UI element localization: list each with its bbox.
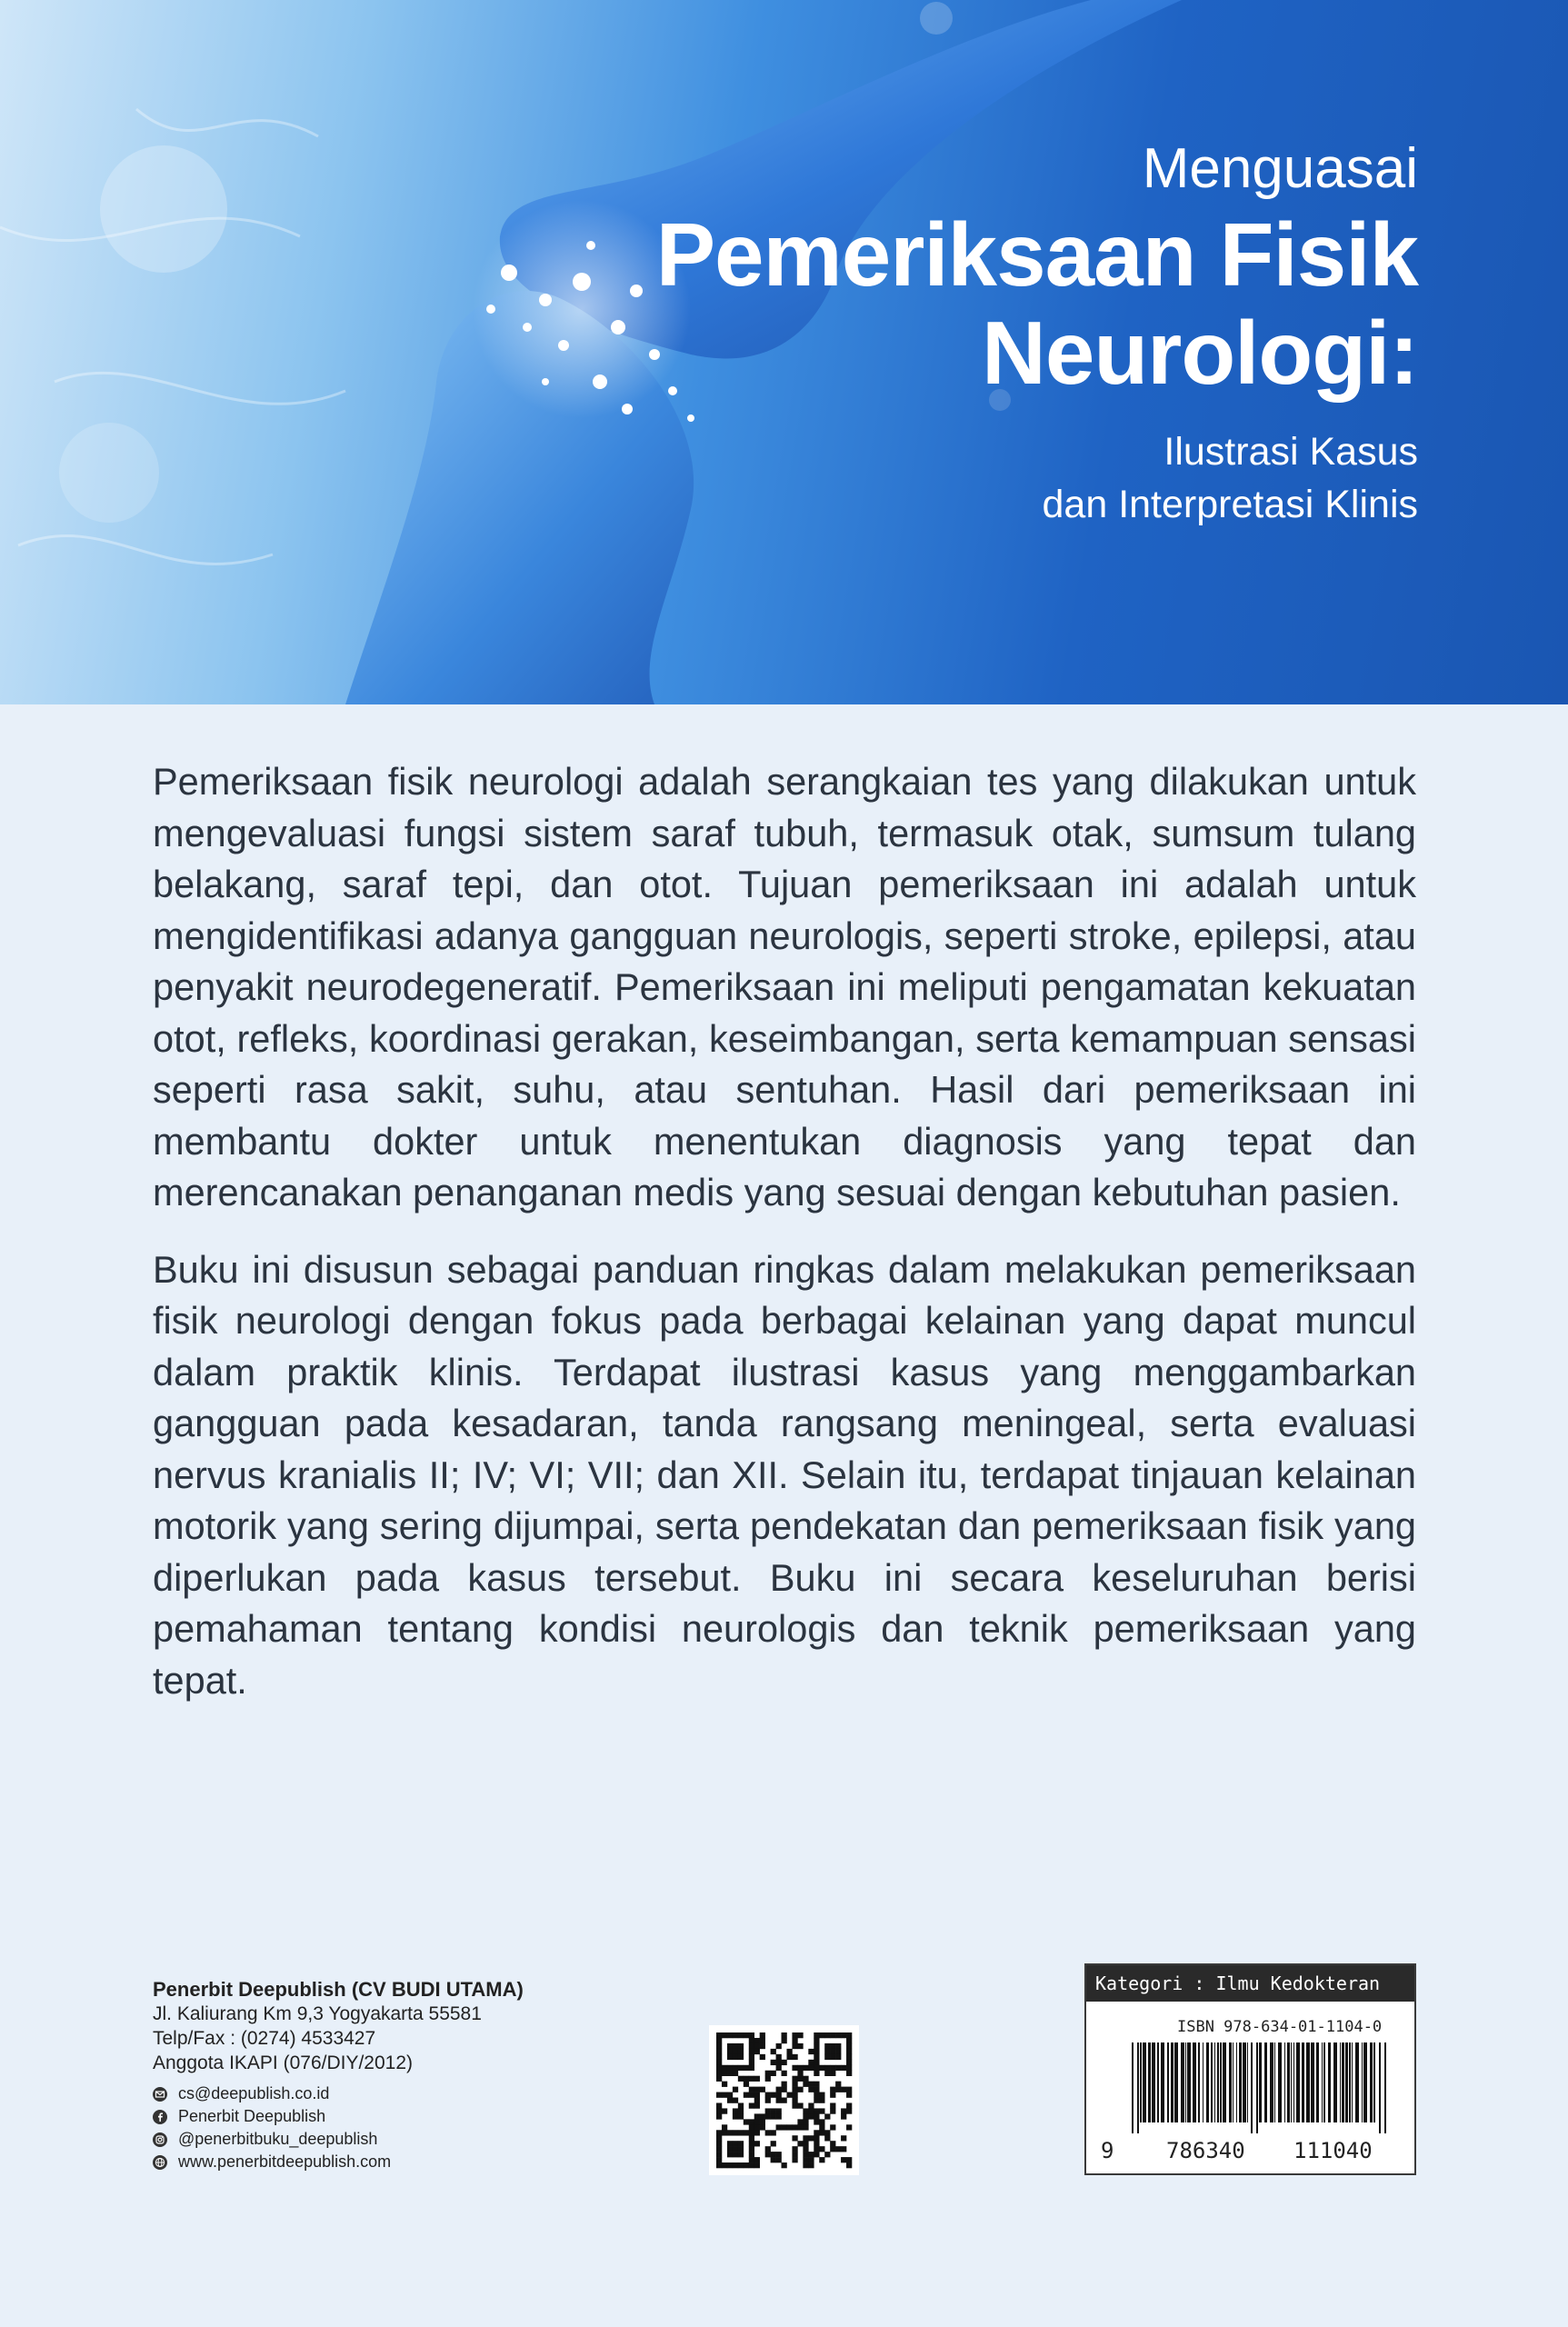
title-line-1: Pemeriksaan Fisik bbox=[655, 205, 1418, 305]
facebook-text: Penerbit Deepublish bbox=[178, 2107, 326, 2125]
book-blurb bbox=[153, 756, 1416, 1732]
category-label: Kategori : Ilmu Kedokteran bbox=[1086, 1965, 1414, 2002]
publisher-membership: Anggota IKAPI (076/DIY/2012) bbox=[153, 2052, 414, 2073]
title-line-2: Neurologi: bbox=[982, 303, 1418, 403]
barcode-bars bbox=[1132, 2042, 1432, 2133]
publisher-address: Jl. Kaliurang Km 9,3 Yogyakarta 55581 bbox=[153, 2003, 482, 2024]
publisher-name: Penerbit Deepublish (CV BUDI UTAMA) bbox=[153, 1978, 524, 2001]
subtitle-line-1: Ilustrasi Kasus bbox=[1164, 430, 1418, 474]
cover-hero bbox=[0, 0, 1568, 704]
facebook-icon bbox=[153, 2110, 167, 2124]
instagram-icon bbox=[153, 2132, 167, 2147]
qr-code-graphic bbox=[709, 2025, 859, 2175]
publisher-phone: Telp/Fax : (0274) 4533427 bbox=[153, 2028, 376, 2049]
barcode-digits-left: 786340 bbox=[1166, 2138, 1245, 2163]
isbn-barcode-box bbox=[1084, 1963, 1416, 2175]
email-text: cs@deepublish.co.id bbox=[178, 2084, 330, 2102]
contact-website bbox=[153, 2151, 524, 2173]
cover-title-block bbox=[656, 136, 1418, 531]
blurb-paragraph-1: Pemeriksaan fisik neurologi adalah serangkaian tes yang dilakukan untuk mengevaluasi fungsi sistem saraf tubuh, termasuk otak, sumsum tulang belakang, saraf tepi, dan otot. Tujuan pemeriksaan ini adalah untuk mengidentifikasi adanya gangguan neurologis, seperti stroke, epilepsi, atau penyakit neurodegeneratif. Pemeriksaan ini meliputi pengamatan kekuatan otot, refleks, koordinasi gerakan, keseimbangan, serta kemampuan sensasi seperti rasa sakit, suhu, atau sentuhan. Hasil dari pemeriksaan ini membantu dokter untuk menentukan diagnosis yang tepat dan merencanakan penanganan medis yang sesuai dengan kebutuhan pasien. bbox=[153, 760, 1416, 1213]
title-overline: Menguasai bbox=[1142, 137, 1418, 200]
publisher-info bbox=[153, 1977, 524, 2173]
barcode-digits-right: 111040 bbox=[1293, 2138, 1373, 2163]
globe-icon bbox=[153, 2155, 167, 2170]
contact-instagram bbox=[153, 2128, 524, 2151]
isbn-text: ISBN 978-634-01-1104-0 bbox=[1177, 2018, 1383, 2036]
instagram-text: @penerbitbuku_deepublish bbox=[178, 2130, 378, 2148]
subtitle-line-2: dan Interpretasi Klinis bbox=[1042, 483, 1418, 526]
qr-code bbox=[709, 2025, 859, 2175]
website-text: www.penerbitdeepublish.com bbox=[178, 2152, 392, 2171]
barcode-digit-first: 9 bbox=[1101, 2138, 1114, 2163]
contact-email bbox=[153, 2082, 524, 2105]
publisher-contacts bbox=[153, 2082, 524, 2173]
blurb-paragraph-2: Buku ini disusun sebagai panduan ringkas dalam melakukan pemeriksaan fisik neurologi dengan fokus pada berbagai kelainan yang dapat muncul dalam praktik klinis. Terdapat ilustrasi kasus yang menggambarkan gangguan pada kesadaran, tanda rangsang meningeal, serta evaluasi nervus kranialis II; IV; VI; VII; dan XII. Selain itu, terdapat tinjauan kelainan motorik yang sering dijumpai, serta pendekatan dan pemeriksaan fisik yang diperlukan pada kasus tersebut. Buku ini secara keseluruhan berisi pemahaman tentang kondisi neurologis dan teknik pemeriksaan yang tepat. bbox=[153, 1247, 1416, 1702]
mail-icon bbox=[153, 2087, 167, 2102]
contact-facebook bbox=[153, 2105, 524, 2128]
